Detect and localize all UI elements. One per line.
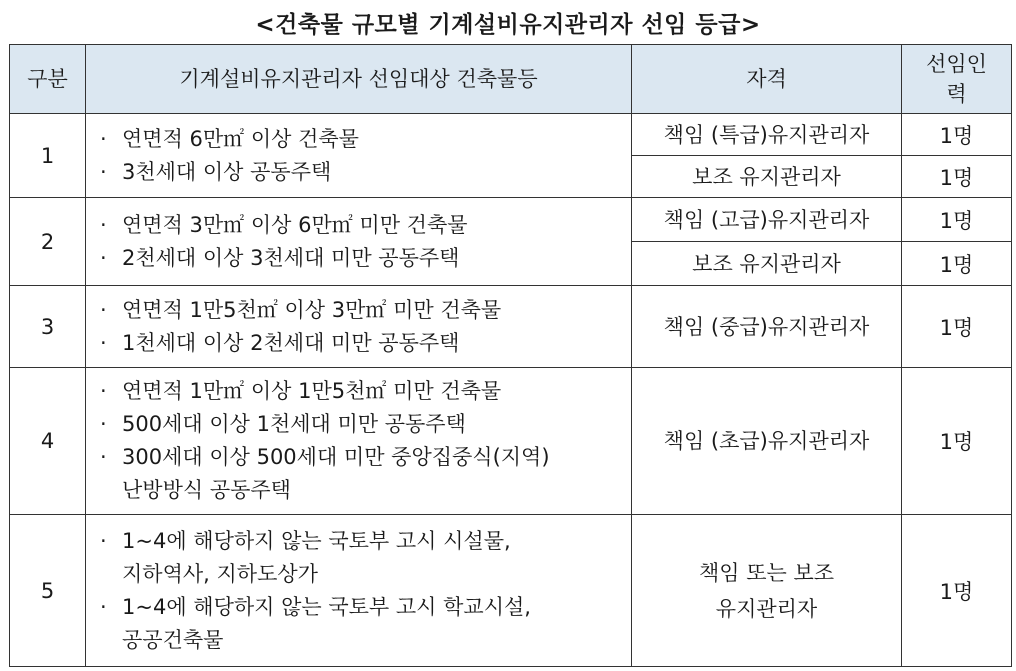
- category-cell: 5: [10, 515, 86, 667]
- category-cell: 3: [10, 286, 86, 368]
- target-item: [100, 294, 630, 327]
- target-item-text: 3천세대 이상 공동주택: [122, 159, 332, 184]
- bullet-icon: ·: [100, 594, 107, 619]
- table-title: <건축물 규모별 기계설비유지관리자 선임 등급>: [255, 12, 761, 38]
- target-item-text: 500세대 이상 1천세대 미만 공동주택: [122, 412, 466, 436]
- category-cell: 4: [10, 368, 86, 515]
- table-row: [10, 286, 1012, 368]
- category-cell: 2: [10, 198, 86, 286]
- target-cell: [86, 198, 632, 286]
- qualification-cell: 책임 (초급)유지관리자: [632, 368, 902, 515]
- target-item-text: 연면적 3만㎡ 이상 6만㎡ 미만 건축물: [122, 212, 468, 237]
- target-item: [100, 525, 630, 591]
- qualification-cell: 책임 (중급)유지관리자: [632, 286, 902, 368]
- qualification-cell: 책임 (특급)유지관리자: [632, 114, 902, 156]
- target-item: [100, 327, 630, 360]
- target-item-text: 2천세대 이상 3천세대 미만 공동주택: [122, 245, 460, 270]
- header-qualification: 자격: [632, 45, 902, 114]
- bullet-icon: ·: [100, 412, 107, 436]
- target-item-text: 1~4에 해당하지 않는 국토부 고시 시설물, 지하역사, 지하도상가: [122, 528, 511, 586]
- count-cell: 1명: [902, 242, 1012, 286]
- count-cell: 1명: [902, 286, 1012, 368]
- selection-grade-table: [9, 44, 1012, 667]
- category-cell: 1: [10, 114, 86, 198]
- bullet-icon: ·: [100, 297, 107, 322]
- target-item: [100, 441, 630, 507]
- target-item: [100, 123, 630, 156]
- table-row: [10, 515, 1012, 667]
- count-cell: 1명: [902, 156, 1012, 198]
- table-row: [10, 114, 1012, 156]
- target-item: [100, 156, 630, 189]
- count-cell: 1명: [902, 114, 1012, 156]
- bullet-icon: ·: [100, 159, 107, 184]
- count-cell: 1명: [902, 515, 1012, 667]
- target-cell: [86, 515, 632, 667]
- table-row: [10, 368, 1012, 515]
- qualification-cell: 보조 유지관리자: [632, 242, 902, 286]
- target-item-text: 연면적 6만㎡ 이상 건축물: [122, 126, 359, 151]
- count-cell: 1명: [902, 198, 1012, 242]
- header-target: 기계설비유지관리자 선임대상 건축물등: [86, 45, 632, 114]
- target-item-text: 1~4에 해당하지 않는 국토부 고시 학교시설, 공공건축물: [122, 594, 531, 652]
- bullet-icon: ·: [100, 379, 107, 403]
- bullet-icon: ·: [100, 330, 107, 355]
- target-item: [100, 209, 630, 242]
- target-cell: [86, 286, 632, 368]
- target-cell: [86, 368, 632, 515]
- bullet-icon: ·: [100, 528, 107, 553]
- qualification-cell: 보조 유지관리자: [632, 156, 902, 198]
- target-item-text: 300세대 이상 500세대 미만 중앙집중식(지역) 난방방식 공동주택: [122, 445, 550, 502]
- target-item-text: 연면적 1만5천㎡ 이상 3만㎡ 미만 건축물: [122, 297, 502, 322]
- target-item: [100, 591, 630, 657]
- target-item: [100, 408, 630, 441]
- target-item-text: 1천세대 이상 2천세대 미만 공동주택: [122, 330, 460, 355]
- qualification-cell: 책임 (고급)유지관리자: [632, 198, 902, 242]
- target-item: [100, 375, 630, 408]
- header-count: 선임인 력: [902, 45, 1012, 114]
- header-row: [10, 45, 1012, 114]
- table-row: [10, 198, 1012, 242]
- target-item: [100, 242, 630, 275]
- target-item-text: 연면적 1만㎡ 이상 1만5천㎡ 미만 건축물: [122, 379, 502, 403]
- qualification-cell: 책임 또는 보조 유지관리자: [632, 515, 902, 667]
- bullet-icon: ·: [100, 212, 107, 237]
- count-cell: 1명: [902, 368, 1012, 515]
- bullet-icon: ·: [100, 245, 107, 270]
- bullet-icon: ·: [100, 126, 107, 151]
- header-category: 구분: [10, 45, 86, 114]
- target-cell: [86, 114, 632, 198]
- bullet-icon: ·: [100, 445, 107, 469]
